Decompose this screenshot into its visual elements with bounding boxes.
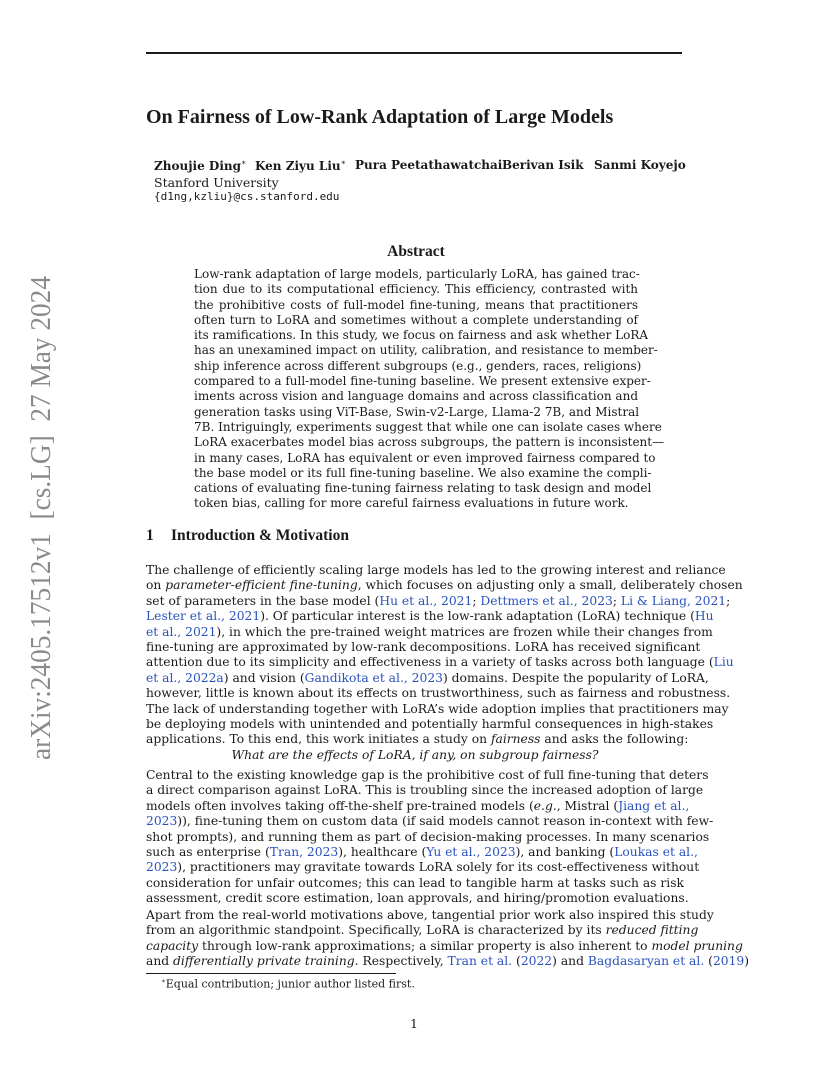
citation-link[interactable]: Gandikota et al., 2023 [304,670,443,685]
author-name: Zhoujie Ding [154,159,242,173]
abstract-line: often turn to LoRA and sometimes without a complete understanding of [194,312,638,327]
equal-contribution-mark: ∗ [241,158,247,167]
author-list [154,158,684,176]
section-heading [146,527,349,545]
citation-link[interactable]: Tran, 2023 [269,844,339,859]
abstract-line: tion due to its computational efficiency. This efficiency, contrasted with [194,282,638,297]
paragraph-line: et al., 2022a) and vision (Gandikota et al., 2023) domains. Despite the popularity of LoRA, [146,670,709,685]
author-3 [355,158,502,172]
abstract-line: the base model or its full fine-tuning baseline. We also examine the compli- [194,465,652,480]
paragraph-line: on parameter-efficient fine-tuning, which focuses on adjusting only a small, deliberately chosen [146,578,743,593]
abstract-line: LoRA exacerbates model bias across subgroups, the pattern is inconsistent— [194,435,665,450]
author-2 [255,158,346,173]
abstract-line: token bias, calling for more careful fairness evaluations in future work. [194,496,629,511]
citation-link[interactable]: 2022 [520,954,553,969]
page-number: 1 [410,1016,418,1031]
intro-paragraph-3 [146,908,750,970]
abstract-line: in many cases, LoRA has equivalent or even improved fairness compared to [194,450,656,465]
abstract-body [194,267,665,512]
author-name: Ken Ziyu Liu [255,159,341,173]
paragraph-line: capacity through low-rank approximations; a similar property is also inherent to model pruning [146,938,743,953]
paragraph-line: shot prompts), and running them as part of decision-making processes. In many scenarios [146,829,710,844]
intro-paragraph-1 [146,563,743,763]
paragraph-line: fine-tuning are approximated by low-rank decompositions. LoRA has received significant [146,639,701,654]
paragraph-line: models often involves taking off-the-shelf pre-trained models (e.g., Mistral (Jiang et al., [146,798,690,813]
citation-link[interactable]: Yu et al., 2023 [426,844,516,859]
section-title: Introduction & Motivation [171,527,349,544]
citation-link[interactable]: 2023 [146,860,178,875]
author-1 [154,158,246,173]
paper-title: On Fairness of Low-Rank Adaptation of Large Models [146,106,614,128]
paragraph-line: such as enterprise (Tran, 2023), healthcare (Yu et al., 2023), and banking (Loukas et al., [146,844,698,859]
abstract-line: Low-rank adaptation of large models, particularly LoRA, has gained trac- [194,267,640,281]
citation-link[interactable]: Loukas et al., [614,844,698,859]
citation-link[interactable]: Hu et al., 2021 [379,593,473,608]
title-top-rule [146,52,682,54]
citation-link[interactable]: et al., 2022a [146,670,224,685]
equal-contribution-mark: ∗ [340,158,347,167]
citation-link[interactable]: 2019 [712,954,745,969]
contact-email: {d1ng,kzliu}@cs.stanford.edu [154,190,340,203]
footnote-text: Equal contribution; junior author listed first. [165,977,415,991]
citation-link[interactable]: Tran et al. [447,954,513,969]
footnote-rule [146,973,396,974]
arxiv-identifier-stamp [8,274,66,760]
paragraph-line: 2023)), fine-tuning them on custom data (if said models cannot reason in-context with few- [146,814,714,829]
paragraph-line: set of parameters in the base model (Hu et al., 2021; Dettmers et al., 2023; Li & Liang, 2021; [146,593,731,608]
paragraph-line: attention due to its simplicity and effectiveness in a variety of tasks across both language (Liu [146,655,734,670]
paragraph-line: et al., 2021), in which the pre-trained weight matrices are frozen while their changes from [146,624,713,639]
abstract-line: compared to a full-model fine-tuning baseline. We present extensive exper- [194,374,651,389]
paragraph-line: assessment, credit score estimation, loan approvals, and hiring/promotion evaluations. [146,891,689,906]
author-name: Sanmi Koyejo [594,158,686,172]
abstract-line: its ramifications. In this study, we focus on fairness and ask whether LoRA [194,328,649,343]
paragraph-line: 2023), practitioners may gravitate towards LoRA solely for its cost-effectiveness without [146,860,700,875]
paragraph-line: from an algorithmic standpoint. Specifically, LoRA is characterized by its reduced fitting [146,923,699,938]
abstract-line: iments across vision and language domains and across classification and [194,389,638,404]
paragraph-line: The lack of understanding together with LoRA’s wide adoption implies that practitioners may [146,701,729,716]
paragraph-line: be deploying models with unintended and potentially harmful consequences in high-stakes [146,716,714,731]
abstract-line: generation tasks using ViT-Base, Swin-v2-Large, Llama-2 7B, and Mistral [194,404,640,419]
paragraph-line: and differentially private training. Respectively, Tran et al. (2022) and Bagdasaryan et al. (2019) [146,954,750,969]
citation-link[interactable]: Liu [713,655,734,670]
author-4 [502,158,584,172]
citation-link[interactable]: Bagdasaryan et al. [587,954,705,969]
author-5 [594,158,686,172]
abstract-line: has an unexamined impact on utility, calibration, and resistance to member- [194,343,658,358]
arxiv-stamp-text: arXiv:2405.17512v1 [cs.LG] 27 May 2024 [25,274,57,760]
footnote [161,977,415,991]
paragraph-line: Apart from the real-world motivations above, tangential prior work also inspired this study [146,908,714,922]
abstract-line: the prohibitive costs of full-model fine-tuning, means that practitioners [194,297,638,312]
paragraph-line: Central to the existing knowledge gap is the prohibitive cost of full fine-tuning that deters [146,768,709,782]
citation-link[interactable]: 2023 [146,814,178,829]
paragraph-line: Lester et al., 2021). Of particular interest is the low-rank adaptation (LoRA) technique (Hu [146,609,714,624]
affiliation: Stanford University [154,175,279,190]
citation-link[interactable]: Hu [694,609,714,624]
footnote-mark: ∗ [161,977,166,985]
paragraph-line: however, little is known about its effects on trustworthiness, such as fairness and robustness. [146,686,731,701]
research-question: What are the effects of LoRA, if any, on subgroup fairness? [231,747,599,762]
citation-link[interactable]: Jiang et al., [618,798,690,813]
citation-link[interactable]: Dettmers et al., 2023 [480,593,613,608]
citation-link[interactable]: Li & Liang, 2021 [620,593,727,608]
author-name: Pura Peetathawatchai [355,158,503,172]
paragraph-line: applications. To this end, this work initiates a study on fairness and asks the following: [146,732,689,747]
abstract-line: cations of evaluating fine-tuning fairness relating to task design and model [194,481,652,496]
citation-link[interactable]: Lester et al., 2021 [146,609,261,624]
section-number: 1 [146,527,154,544]
abstract-line: 7B. Intriguingly, experiments suggest that while one can isolate cases where [194,419,662,434]
paragraph-line: The challenge of efficiently scaling large models has led to the growing interest and reliance [146,563,726,577]
citation-link[interactable]: et al., 2021 [146,624,217,639]
abstract-heading: Abstract [387,243,445,260]
abstract-line: ship inference across different subgroups (e.g., genders, races, religions) [194,358,642,373]
paragraph-line: a direct comparison against LoRA. This is troubling since the increased adoption of large [146,783,704,798]
paragraph-line: consideration for unfair outcomes; this can lead to tangible harm at tasks such as risk [146,875,684,890]
intro-paragraph-2 [146,768,714,907]
author-name: Berivan Isik [502,158,584,172]
